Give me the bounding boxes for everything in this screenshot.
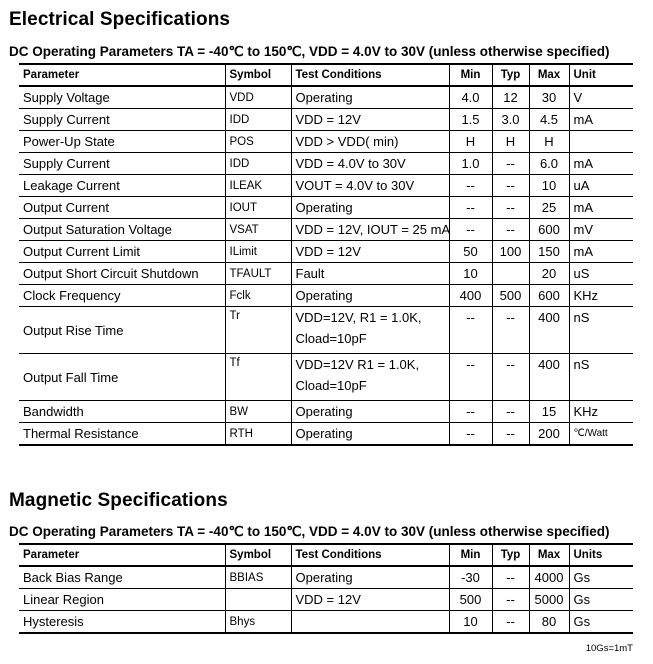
cell-symbol: IOUT: [225, 197, 291, 219]
cell-max: H: [529, 131, 569, 153]
cell-unit: mA: [569, 109, 633, 131]
table-header-row: [19, 64, 633, 86]
cell-typ: --: [492, 611, 529, 634]
cell-min: 10: [449, 263, 492, 285]
cell-test-conditions: [291, 611, 449, 634]
cell-unit: uA: [569, 175, 633, 197]
cell-test-conditions: Operating: [291, 566, 449, 589]
electrical-specs-title: Electrical Specifications: [9, 9, 231, 30]
table-row: [19, 589, 633, 611]
cell-test-conditions: Operating: [291, 401, 449, 423]
table-row: [19, 197, 633, 219]
header-min: Min: [449, 544, 492, 566]
cell-symbol: RTH: [225, 423, 291, 446]
table-row: [19, 241, 633, 263]
cell-unit: V: [569, 86, 633, 109]
cell-unit: nS: [569, 307, 633, 354]
cell-unit: ℃/Watt: [569, 423, 633, 446]
cell-unit: Gs: [569, 589, 633, 611]
cell-max: 10: [529, 175, 569, 197]
cell-min: 1.5: [449, 109, 492, 131]
header-symbol: Symbol: [225, 64, 291, 86]
cell-max: 15: [529, 401, 569, 423]
cell-unit: mA: [569, 241, 633, 263]
cell-unit: mA: [569, 197, 633, 219]
cell-max: 400: [529, 307, 569, 354]
cell-symbol: [225, 589, 291, 611]
cell-min: 10: [449, 611, 492, 634]
cell-max: 20: [529, 263, 569, 285]
cell-max: 80: [529, 611, 569, 634]
table-row: [19, 566, 633, 589]
cell-min: --: [449, 175, 492, 197]
header-symbol: Symbol: [225, 544, 291, 566]
cell-min: 400: [449, 285, 492, 307]
electrical-specs-table: [19, 63, 633, 446]
cell-symbol: VDD: [225, 86, 291, 109]
header-typ: Typ: [492, 64, 529, 86]
cell-max: 25: [529, 197, 569, 219]
cell-parameter: Supply Current: [19, 109, 225, 131]
table-row: [19, 175, 633, 197]
cell-test-conditions: VDD > VDD( min): [291, 131, 449, 153]
cell-typ: 100: [492, 241, 529, 263]
cell-symbol: Tr: [225, 307, 291, 354]
cell-test-conditions: Fault: [291, 263, 449, 285]
cell-typ: --: [492, 153, 529, 175]
table-row: [19, 153, 633, 175]
cell-typ: --: [492, 307, 529, 354]
cell-max: 400: [529, 354, 569, 401]
cell-typ: 12: [492, 86, 529, 109]
cell-typ: [492, 263, 529, 285]
cell-parameter: Output Fall Time: [19, 354, 225, 401]
cell-parameter: Back Bias Range: [19, 566, 225, 589]
table-row: [19, 611, 633, 634]
cell-typ: --: [492, 197, 529, 219]
cell-max: 4000: [529, 566, 569, 589]
cell-symbol: Fclk: [225, 285, 291, 307]
table-row: [19, 263, 633, 285]
cell-symbol: TFAULT: [225, 263, 291, 285]
cell-min: --: [449, 219, 492, 241]
cell-typ: --: [492, 401, 529, 423]
cell-symbol: BW: [225, 401, 291, 423]
table-row: [19, 401, 633, 423]
cell-max: 4.5: [529, 109, 569, 131]
cell-symbol: ILEAK: [225, 175, 291, 197]
table-row: [19, 219, 633, 241]
cell-unit: uS: [569, 263, 633, 285]
cell-parameter: Supply Current: [19, 153, 225, 175]
cell-test-conditions: VDD = 12V, IOUT = 25 mA: [291, 219, 449, 241]
cell-max: 600: [529, 285, 569, 307]
cell-test-conditions: Operating: [291, 86, 449, 109]
header-parameter: Parameter: [19, 64, 225, 86]
cell-typ: 500: [492, 285, 529, 307]
cell-unit: Gs: [569, 611, 633, 634]
cell-min: --: [449, 197, 492, 219]
magnetic-conditions: DC Operating Parameters TA = -40℃ to 150℃, VDD = 4.0V to 30V (unless otherwise specified): [9, 524, 610, 539]
cell-max: 30: [529, 86, 569, 109]
cell-parameter: Supply Voltage: [19, 86, 225, 109]
cell-test-conditions: VDD=12V R1 = 1.0K, Cload=10pF: [291, 354, 449, 401]
table-row: [19, 109, 633, 131]
header-typ: Typ: [492, 544, 529, 566]
cell-typ: 3.0: [492, 109, 529, 131]
header-min: Min: [449, 64, 492, 86]
cell-symbol: Tf: [225, 354, 291, 401]
cell-test-conditions: Operating: [291, 197, 449, 219]
cell-max: 150: [529, 241, 569, 263]
cell-unit: Gs: [569, 566, 633, 589]
cell-min: --: [449, 307, 492, 354]
header-max: Max: [529, 544, 569, 566]
electrical-conditions: DC Operating Parameters TA = -40℃ to 150℃, VDD = 4.0V to 30V (unless otherwise specified): [9, 44, 610, 59]
cell-min: H: [449, 131, 492, 153]
cell-symbol: VSAT: [225, 219, 291, 241]
cell-parameter: Leakage Current: [19, 175, 225, 197]
table-row: [19, 423, 633, 446]
cell-test-conditions: Operating: [291, 423, 449, 446]
cell-unit: nS: [569, 354, 633, 401]
cell-typ: --: [492, 589, 529, 611]
cell-parameter: Output Saturation Voltage: [19, 219, 225, 241]
cell-unit: [569, 131, 633, 153]
cell-parameter: Output Current: [19, 197, 225, 219]
magnetic-specs-table: [19, 543, 633, 634]
header-test-conditions: Test Conditions: [291, 544, 449, 566]
header-test-conditions: Test Conditions: [291, 64, 449, 86]
cell-min: 4.0: [449, 86, 492, 109]
cell-min: 500: [449, 589, 492, 611]
table-header-row: [19, 544, 633, 566]
cell-test-conditions: VDD = 12V: [291, 241, 449, 263]
header-units: Units: [569, 544, 633, 566]
cell-typ: H: [492, 131, 529, 153]
cell-max: 200: [529, 423, 569, 446]
cell-min: 1.0: [449, 153, 492, 175]
cell-unit: KHz: [569, 401, 633, 423]
cell-parameter: Hysteresis: [19, 611, 225, 634]
cell-test-conditions: Operating: [291, 285, 449, 307]
cell-test-conditions: VDD=12V, R1 = 1.0K, Cload=10pF: [291, 307, 449, 354]
cell-symbol: IDD: [225, 153, 291, 175]
cell-max: 600: [529, 219, 569, 241]
table-row: [19, 307, 633, 354]
cell-test-conditions: VDD = 12V: [291, 109, 449, 131]
cell-symbol: ILimit: [225, 241, 291, 263]
table-row: [19, 131, 633, 153]
cell-min: 50: [449, 241, 492, 263]
cell-symbol: BBIAS: [225, 566, 291, 589]
cell-symbol: IDD: [225, 109, 291, 131]
cell-test-conditions: VDD = 4.0V to 30V: [291, 153, 449, 175]
table-row: [19, 86, 633, 109]
cell-max: 5000: [529, 589, 569, 611]
cell-parameter: Bandwidth: [19, 401, 225, 423]
cell-parameter: Clock Frequency: [19, 285, 225, 307]
cell-min: --: [449, 354, 492, 401]
cell-min: --: [449, 401, 492, 423]
cell-min: --: [449, 423, 492, 446]
cell-typ: --: [492, 175, 529, 197]
cell-parameter: Output Short Circuit Shutdown: [19, 263, 225, 285]
cell-min: -30: [449, 566, 492, 589]
cell-parameter: Output Current Limit: [19, 241, 225, 263]
cell-parameter: Power-Up State: [19, 131, 225, 153]
cell-parameter: Linear Region: [19, 589, 225, 611]
table-row: [19, 354, 633, 401]
table-row: [19, 285, 633, 307]
cell-unit: mA: [569, 153, 633, 175]
magnetic-specs-title: Magnetic Specifications: [9, 490, 228, 511]
cell-typ: --: [492, 354, 529, 401]
cell-typ: --: [492, 219, 529, 241]
header-unit: Unit: [569, 64, 633, 86]
cell-symbol: Bhys: [225, 611, 291, 634]
cell-symbol: POS: [225, 131, 291, 153]
header-parameter: Parameter: [19, 544, 225, 566]
cell-unit: mV: [569, 219, 633, 241]
cell-parameter: Thermal Resistance: [19, 423, 225, 446]
footnote: 10Gs=1mT: [585, 643, 633, 654]
cell-parameter: Output Rise Time: [19, 307, 225, 354]
cell-typ: --: [492, 566, 529, 589]
cell-test-conditions: VOUT = 4.0V to 30V: [291, 175, 449, 197]
cell-typ: --: [492, 423, 529, 446]
cell-max: 6.0: [529, 153, 569, 175]
cell-test-conditions: VDD = 12V: [291, 589, 449, 611]
cell-unit: KHz: [569, 285, 633, 307]
header-max: Max: [529, 64, 569, 86]
